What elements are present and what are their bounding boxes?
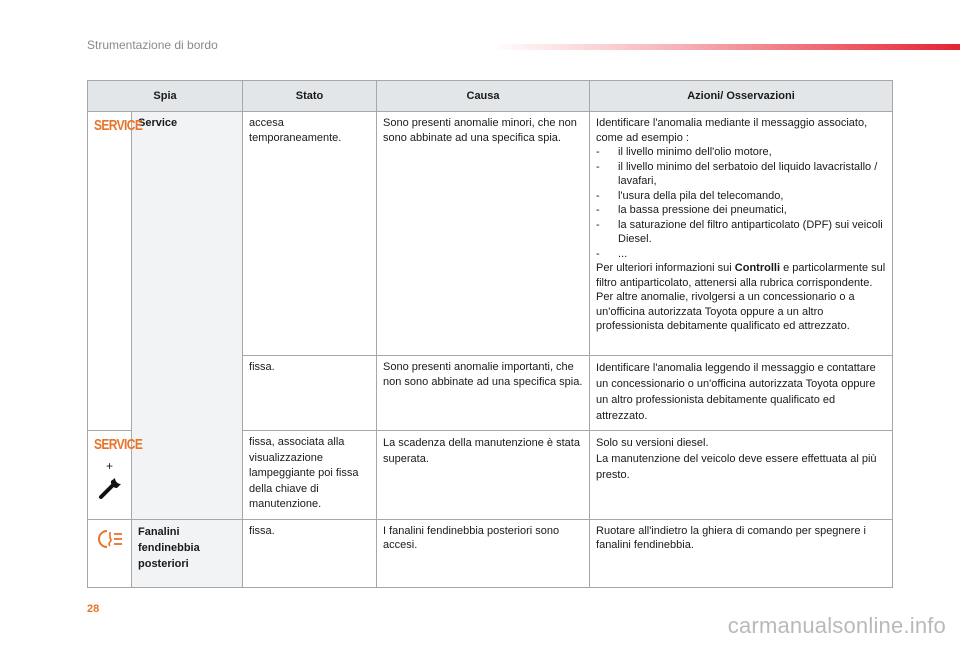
column-header-azioni: Azioni/ Osservazioni (590, 81, 893, 112)
list-item: - ... (596, 247, 886, 262)
causa-cell: La scadenza della manutenzione è stata superata. (377, 431, 590, 520)
azioni-cell (590, 112, 893, 356)
azioni-cell: Ruotare all'indietro la ghiera di comando per spegnere i fanalini fendinebbia. (590, 519, 893, 587)
column-header-causa: Causa (377, 81, 590, 112)
fog-light-name: Fanalini fendinebbia posteriori (132, 519, 243, 587)
list-item: - il livello minimo del serbatoio del liquido lavacristallo / lavafari, (596, 160, 886, 189)
table-row (88, 519, 893, 587)
azioni-line: Solo su versioni diesel. (596, 437, 709, 449)
azioni-line: La manutenzione del veicolo deve essere effettuata al più presto. (596, 453, 877, 481)
list-item: - la bassa pressione dei pneumatici, (596, 203, 886, 218)
azioni-cell (590, 431, 893, 520)
column-header-spia: Spia (88, 81, 243, 112)
azioni-other: Per altre anomalie, rivolgersi a un concessionario o a un'officina autorizzata Toyota oppure a un altro professionista debitamente qualificato ed attrezzato. (596, 291, 855, 332)
azioni-more-post: e particolarmente sul filtro antiparticolato, attenersi alla rubrica corrispondente. (596, 262, 886, 289)
azioni-more-pre: Per ulteriori informazioni sui (596, 262, 735, 274)
warning-lights-table (87, 80, 893, 588)
stato-cell: fissa. (243, 356, 377, 431)
anomaly-list (596, 145, 886, 261)
stato-cell: accesa temporaneamente. (243, 112, 377, 356)
azioni-more-info (596, 261, 886, 290)
controlli-link-text: Controlli (734, 262, 781, 274)
header-accent-bar (490, 44, 960, 50)
list-item: - il livello minimo dell'olio motore, (596, 145, 886, 160)
causa-cell: I fanalini fendinebbia posteriori sono accesi. (377, 519, 590, 587)
service-maintenance-icon-cell (88, 431, 143, 520)
azioni-intro: Identificare l'anomalia mediante il messaggio associato, come ad esempio : (596, 117, 868, 144)
table-row (88, 112, 893, 356)
stato-cell: fissa, associata alla visualizzazione lampeggiante poi fissa della chiave di manutenzione. (243, 431, 377, 520)
table-header-row (88, 81, 893, 112)
page-header-title: Strumentazione di bordo (87, 38, 218, 52)
service-warning-icon: SERVICE (94, 116, 143, 134)
column-header-stato: Stato (243, 81, 377, 112)
causa-cell: Sono presenti anomalie minori, che non sono abbinate ad una specifica spia. (377, 112, 590, 356)
watermark: carmanualsonline.info (727, 613, 946, 638)
list-item: - l'usura della pila del telecomando, (596, 189, 886, 204)
fog-icon-cell (88, 519, 132, 587)
list-item: - la saturazione del filtro antiparticolato (DPF) sui veicoli Diesel. (596, 218, 886, 247)
wrench-icon (94, 475, 125, 506)
rear-fog-light-icon (96, 541, 124, 553)
stato-cell: fissa. (243, 519, 377, 587)
service-warning-icon: SERVICE (94, 435, 143, 453)
causa-cell: Sono presenti anomalie importanti, che non sono abbinate ad una specifica spia. (377, 356, 590, 431)
plus-sign: + (105, 458, 113, 473)
service-icon-cell (88, 112, 143, 431)
azioni-cell: Identificare l'anomalia leggendo il messaggio e contattare un concessionario o un'officina autorizzata Toyota oppure un altro professionista debitamente qualificato ed attrezzato. (590, 356, 893, 431)
service-name: Service (132, 112, 243, 520)
page-number: 28 (87, 603, 100, 615)
